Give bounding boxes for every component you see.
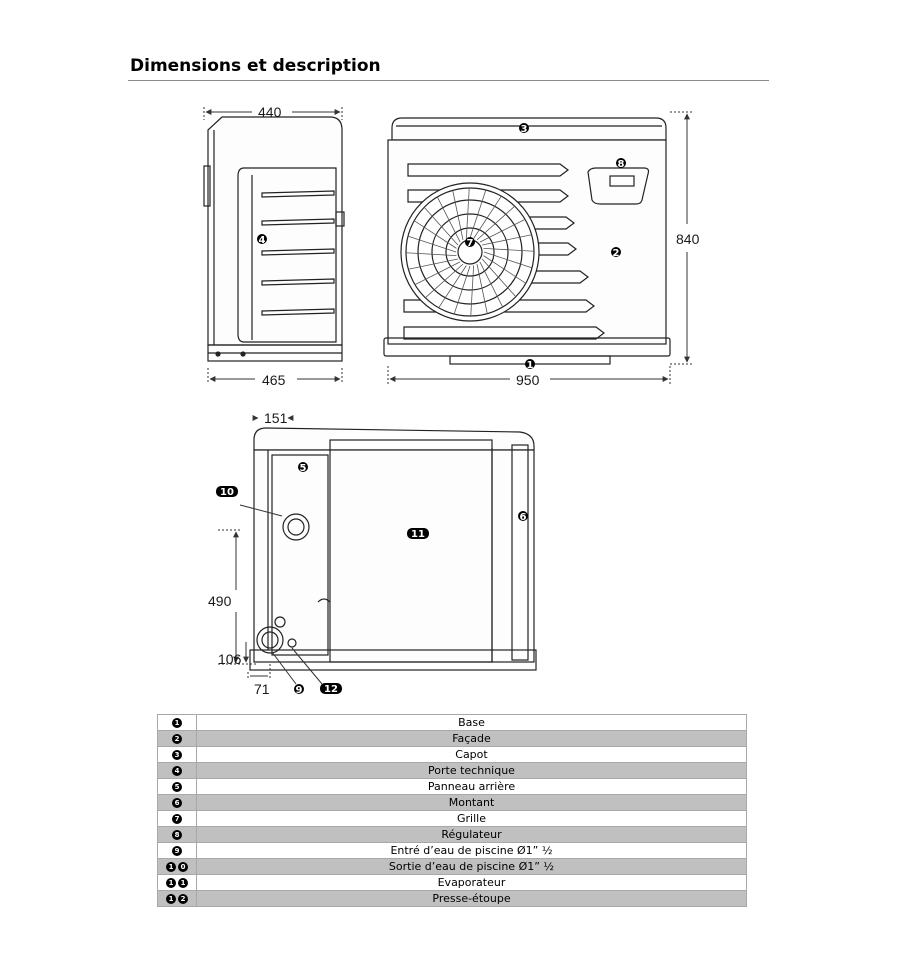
side-view [204, 117, 344, 361]
legend-number [158, 827, 197, 843]
callout-1 [525, 359, 535, 371]
number-badge: 1 [166, 878, 176, 888]
legend-label: Entré d’eau de piscine Ø1” ½ [197, 843, 747, 859]
svg-text:3: 3 [520, 124, 528, 135]
dim-rear-offset: 151 [264, 410, 288, 426]
legend-label: Evaporateur [197, 875, 747, 891]
number-badge: 1 [166, 894, 176, 904]
legend-label: Façade [197, 731, 747, 747]
svg-text:12: 12 [324, 684, 338, 695]
legend-number [158, 779, 197, 795]
callout-11 [407, 528, 429, 540]
legend-row [158, 811, 747, 827]
legend-label: Base [197, 715, 747, 731]
number-badge: 2 [172, 734, 182, 744]
legend-row [158, 827, 747, 843]
legend-table [157, 714, 747, 907]
callout-9 [294, 684, 304, 696]
legend-number [158, 763, 197, 779]
legend-label: Presse-étoupe [197, 891, 747, 907]
legend-number [158, 859, 197, 875]
legend-number [158, 715, 197, 731]
svg-text:2: 2 [612, 248, 620, 259]
svg-text:8: 8 [617, 159, 625, 170]
dim-outlet-offset: 71 [254, 681, 270, 697]
legend-row [158, 779, 747, 795]
legend-number [158, 795, 197, 811]
legend-number [158, 875, 197, 891]
number-badge: 0 [178, 862, 188, 872]
number-badge: 2 [178, 894, 188, 904]
dim-side-width: 440 [258, 104, 282, 120]
legend-row [158, 731, 747, 747]
svg-text:7: 7 [466, 238, 474, 249]
legend-row [158, 891, 747, 907]
callout-12 [320, 683, 342, 695]
legend-row [158, 859, 747, 875]
legend-row [158, 715, 747, 731]
legend-label: Porte technique [197, 763, 747, 779]
legend-row [158, 747, 747, 763]
legend-label: Sortie d’eau de piscine Ø1” ½ [197, 859, 747, 875]
number-badge: 7 [172, 814, 182, 824]
front-view [384, 118, 670, 364]
legend-label: Capot [197, 747, 747, 763]
legend-row [158, 875, 747, 891]
rear-view [250, 428, 536, 670]
number-badge: 4 [172, 766, 182, 776]
svg-text:5: 5 [299, 463, 307, 474]
number-badge: 6 [172, 798, 182, 808]
legend-number [158, 731, 197, 747]
number-badge: 1 [166, 862, 176, 872]
legend-row [158, 763, 747, 779]
number-badge: 5 [172, 782, 182, 792]
dim-height: 840 [676, 231, 700, 247]
dim-side-base: 465 [262, 372, 286, 388]
dim-water-height: 490 [208, 593, 232, 609]
dim-outlet-height: 106 [218, 651, 242, 667]
svg-text:4: 4 [258, 235, 266, 246]
dim-front-width: 950 [516, 372, 540, 388]
legend-number [158, 891, 197, 907]
svg-text:6: 6 [519, 512, 527, 523]
number-badge: 9 [172, 846, 182, 856]
callout-10 [216, 486, 238, 498]
svg-text:9: 9 [295, 685, 303, 696]
number-badge: 1 [178, 878, 188, 888]
legend-label: Panneau arrière [197, 779, 747, 795]
svg-text:11: 11 [411, 529, 425, 540]
svg-text:10: 10 [220, 487, 234, 498]
number-badge: 3 [172, 750, 182, 760]
legend-number [158, 811, 197, 827]
number-badge: 1 [172, 718, 182, 728]
legend-row [158, 843, 747, 859]
page-title: Dimensions et description [130, 56, 381, 76]
legend-label: Montant [197, 795, 747, 811]
legend-number [158, 843, 197, 859]
legend-row [158, 795, 747, 811]
number-badge: 8 [172, 830, 182, 840]
legend-label: Grille [197, 811, 747, 827]
legend-label: Régulateur [197, 827, 747, 843]
svg-text:1: 1 [526, 360, 534, 371]
legend-number [158, 747, 197, 763]
